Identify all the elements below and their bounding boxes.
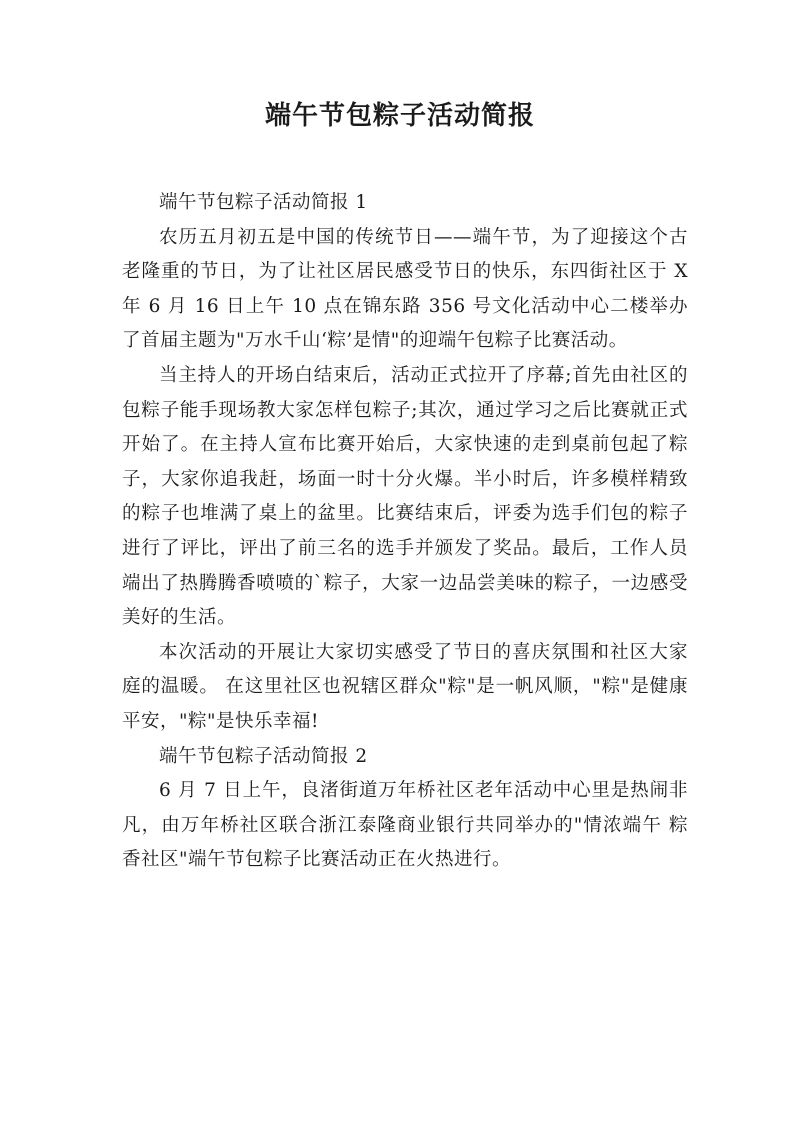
section-1-paragraph-1: 农历五月初五是中国的传统节日——端午节，为了迎接这个古老隆重的节日，为了让社区居民感受节日的快乐，东四街社区于 X 年 6 月 16 日上午 10 点在锦东路 356 号文化活动中心二楼举办了首届主题为"万水千山‘粽’是情"的迎端午包粽子比赛活动。 bbox=[122, 226, 688, 352]
document-body bbox=[122, 186, 688, 878]
section-1-paragraph-3: 本次活动的开展让大家切实感受了节日的喜庆氛围和社区大家庭的温暖。 在这里社区也祝辖区群众"粽"是一帆风顺，"粽"是健康平安，"粽"是快乐幸福! bbox=[122, 641, 688, 732]
section-heading-1: 端午节包粽子活动简报 1 bbox=[159, 192, 368, 213]
section-1-paragraph-2: 当主持人的开场白结束后，活动正式拉开了序幕;首先由社区的包粽子能手现场教大家怎样包粽子;其次，通过学习之后比赛就正式开始了。在主持人宣布比赛开始后，大家快速的走到桌前包起了粽子，大家你追我赶，场面一时十分火爆。半小时后，许多模样精致的粽子也堆满了桌上的盆里。比赛结束后，评委为选手们包的粽子进行了评比，评出了前三名的选手并颁发了奖品。最后，工作人员端出了热腾腾香喷喷的`粽子，大家一边品尝美味的粽子，一边感受美好的生活。 bbox=[122, 364, 688, 629]
section-2-paragraph-1: 6 月 7 日上午，良渚街道万年桥社区老年活动中心里是热闹非凡，由万年桥社区联合浙江泰隆商业银行共同举办的"情浓端午 粽香社区"端午节包粽子比赛活动正在火热进行。 bbox=[122, 780, 688, 871]
document-title: 端午节包粽子活动简报 bbox=[264, 101, 535, 131]
section-heading-2: 端午节包粽子活动简报 2 bbox=[159, 745, 368, 767]
